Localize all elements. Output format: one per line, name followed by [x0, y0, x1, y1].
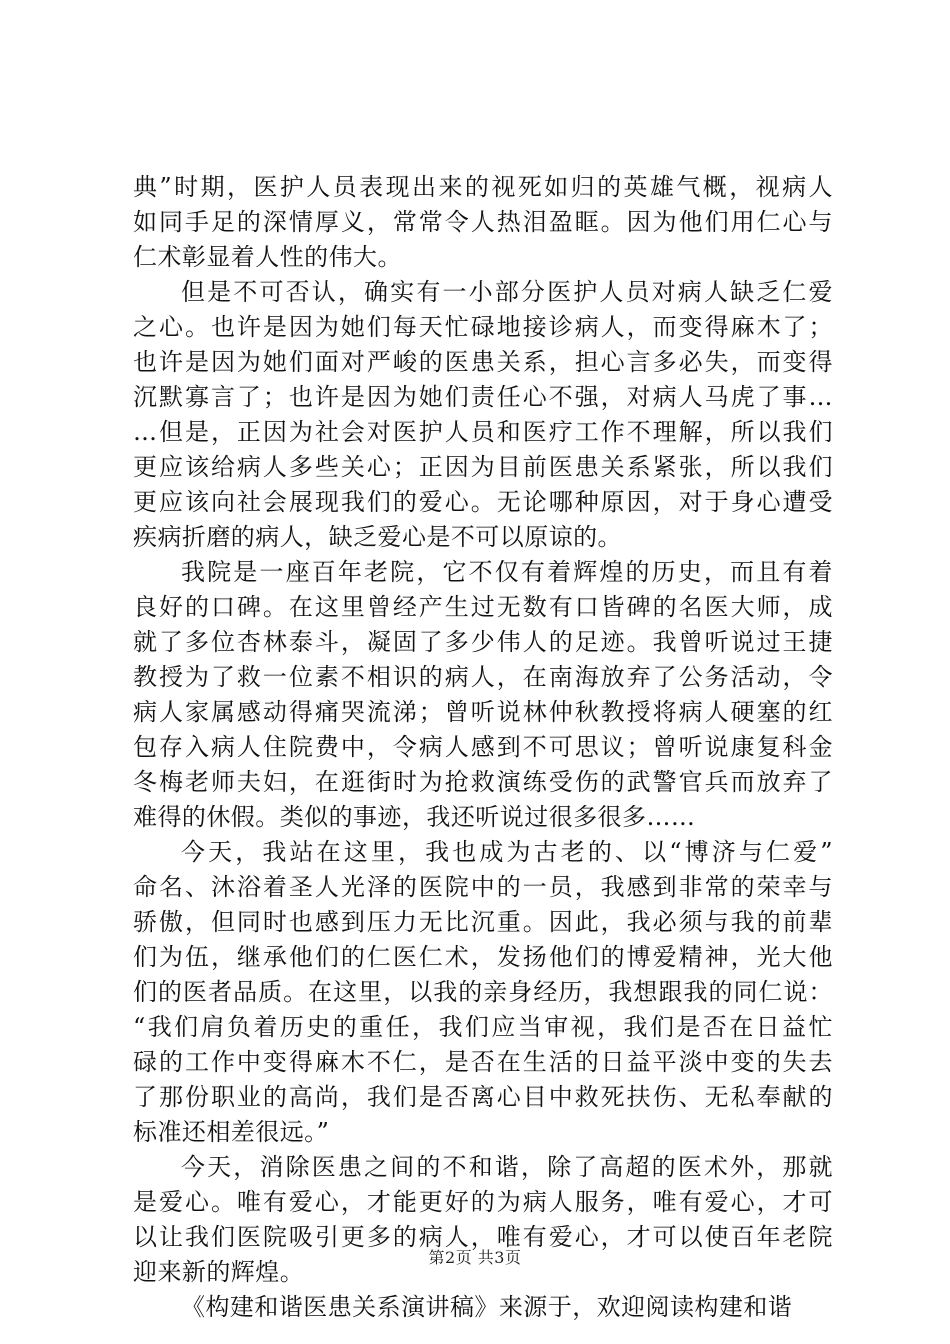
- text-line: 碌的工作中变得麻木不仁，是否在生活的日益平淡中变的失去: [133, 1048, 833, 1076]
- paragraph: [133, 275, 833, 555]
- text-line: 之心。也许是因为她们每天忙碌地接诊病人，而变得麻木了；: [133, 313, 833, 341]
- text-line: 《构建和谐医患关系演讲稿》来源于，欢迎阅读构建和谐: [181, 1293, 793, 1321]
- text-line: 病人家属感动得痛哭流涕；曾听说林仲秋教授将病人硬塞的红: [133, 698, 833, 726]
- paragraph: [133, 835, 833, 1150]
- text-line: “我们肩负着历史的重任，我们应当审视，我们是否在日益忙: [133, 1013, 833, 1041]
- text-line: 良好的口碑。在这里曾经产生过无数有口皆碑的名医大师，成: [133, 593, 833, 621]
- text-line: 是爱心。唯有爱心，才能更好的为病人服务，唯有爱心，才可: [133, 1188, 833, 1216]
- text-line: 们的医者品质。在这里，以我的亲身经历，我想跟我的同仁说：: [133, 978, 833, 1006]
- text-line: 以让我们医院吸引更多的病人，唯有爱心，才可以使百年老院: [133, 1223, 833, 1251]
- text-line: 冬梅老师夫妇，在逛街时为抢救演练受伤的武警官兵而放弃了: [133, 768, 833, 796]
- text-line: 包存入病人住院费中，令病人感到不可思议；曾听说康复科金: [133, 733, 833, 761]
- text-line: 典”时期，医护人员表现出来的视死如归的英雄气概，视病人: [133, 173, 833, 201]
- paragraph: [133, 1290, 833, 1325]
- page-number: 第2页 共3页: [428, 1248, 522, 1267]
- text-line: 也许是因为她们面对严峻的医患关系，担心言多必失，而变得: [133, 348, 833, 376]
- text-line: 沉默寡言了；也许是因为她们责任心不强，对病人马虎了事…: [133, 383, 833, 411]
- text-line: 但是不可否认，确实有一小部分医护人员对病人缺乏仁爱: [181, 278, 833, 306]
- paragraph: [133, 555, 833, 835]
- text-line: 命名、沐浴着圣人光泽的医院中的一员，我感到非常的荣幸与: [133, 873, 833, 901]
- text-line: 标准还相差很远。”: [133, 1118, 330, 1146]
- text-line: 疾病折磨的病人，缺乏爱心是不可以原谅的。: [133, 523, 622, 551]
- paragraph: [133, 1150, 833, 1290]
- paragraph: [133, 170, 833, 275]
- text-line: 就了多位杏林泰斗，凝固了多少伟人的足迹。我曾听说过王捷: [133, 628, 833, 656]
- text-line: 更应该向社会展现我们的爱心。无论哪种原因，对于身心遭受: [133, 488, 833, 516]
- text-line: 今天，消除医患之间的不和谐，除了高超的医术外，那就: [181, 1153, 833, 1181]
- text-line: 仁术彰显着人性的伟大。: [133, 243, 402, 271]
- text-line: 我院是一座百年老院，它不仅有着辉煌的历史，而且有着: [181, 558, 833, 586]
- text-line: 了那份职业的高尚，我们是否离心目中救死扶伤、无私奉献的: [133, 1083, 833, 1111]
- text-line: …但是，正因为社会对医护人员和医疗工作不理解，所以我们: [133, 418, 833, 446]
- document-body: [133, 170, 833, 1325]
- text-line: 难得的休假。类似的事迹，我还听说过很多很多……: [133, 803, 696, 831]
- text-line: 教授为了救一位素不相识的病人，在南海放弃了公务活动，令: [133, 663, 833, 691]
- text-line: 如同手足的深情厚义，常常令人热泪盈眶。因为他们用仁心与: [133, 208, 833, 236]
- text-line: 骄傲，但同时也感到压力无比沉重。因此，我必须与我的前辈: [133, 908, 833, 936]
- text-line: 迎来新的辉煌。: [133, 1258, 305, 1286]
- text-line: 今天，我站在这里，我也成为古老的、以“博济与仁爱”: [181, 838, 833, 866]
- text-line: 更应该给病人多些关心；正因为目前医患关系紧张，所以我们: [133, 453, 833, 481]
- text-line: 们为伍，继承他们的仁医仁术，发扬他们的博爱精神，光大他: [133, 943, 833, 971]
